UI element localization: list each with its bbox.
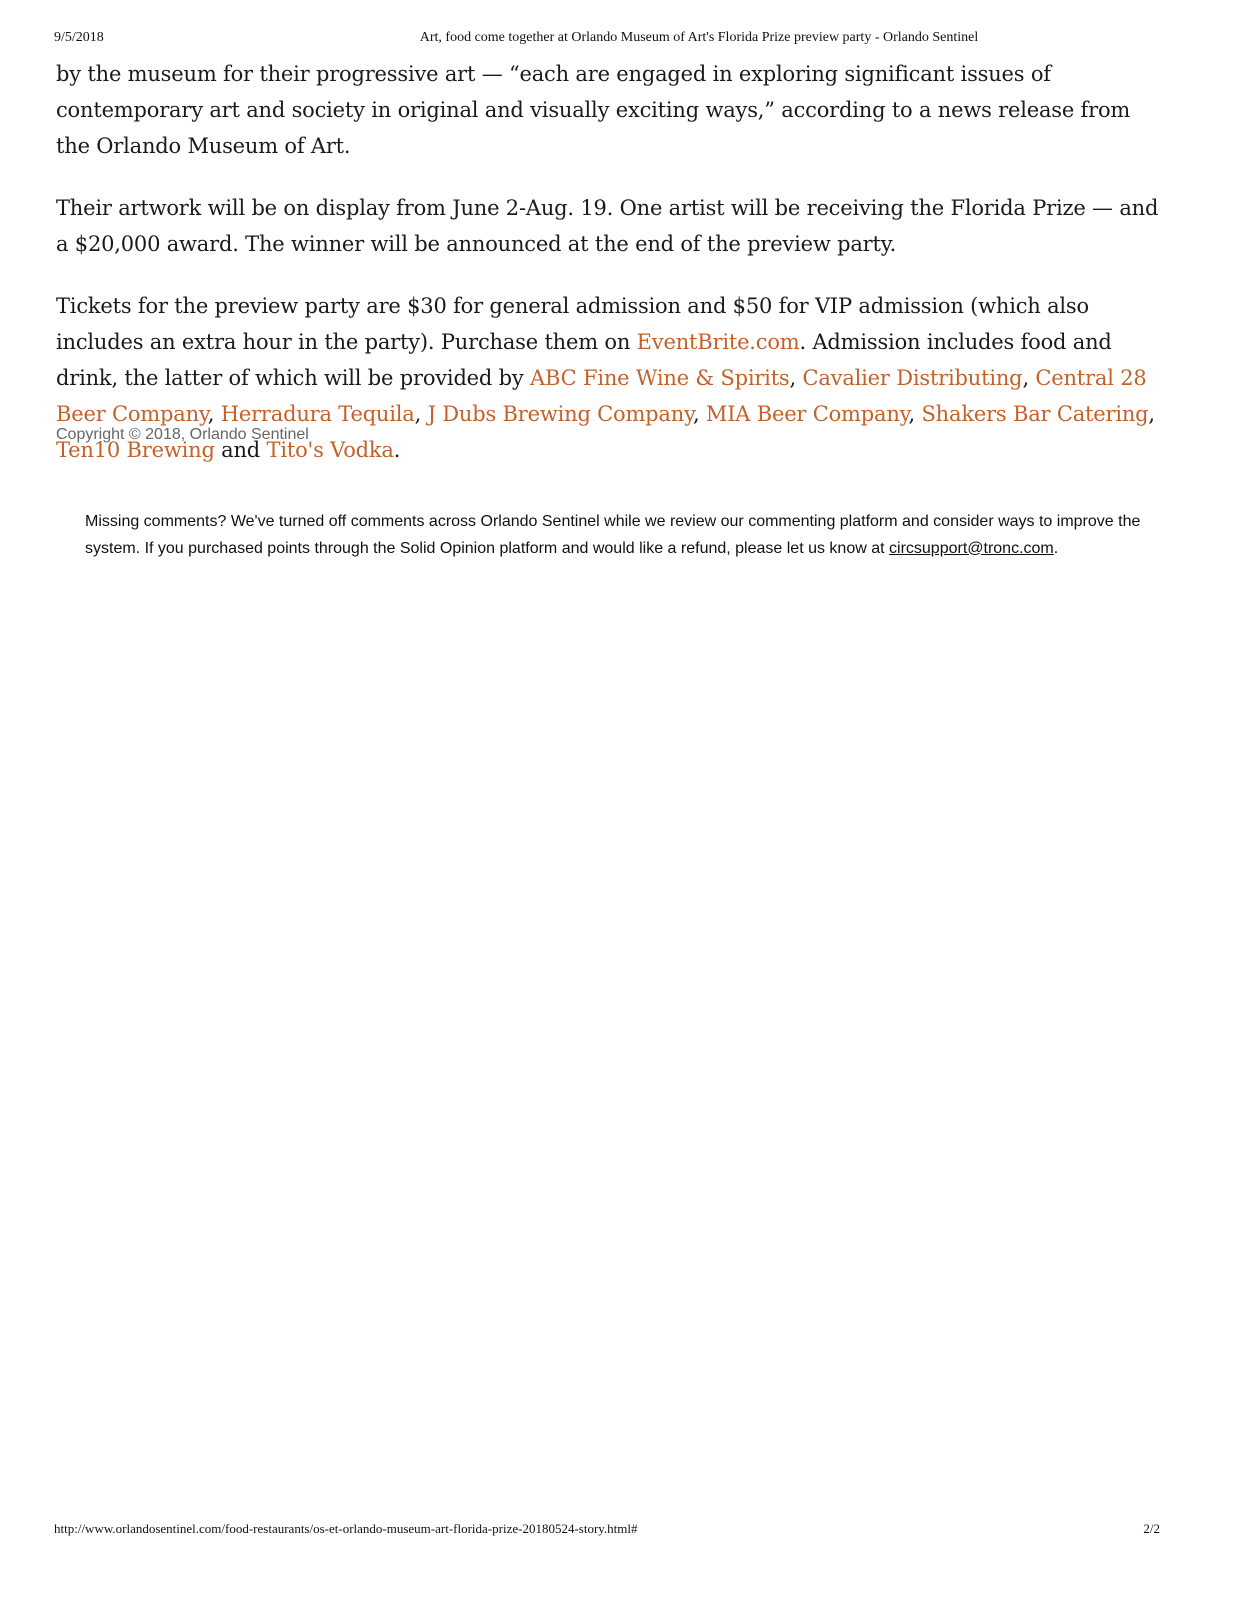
comments-notice-end: .	[1053, 539, 1059, 557]
sponsor-link-central-28-beer[interactable]: Central 28 Beer Company	[56, 366, 1147, 426]
eventbrite-link[interactable]: EventBrite.com	[636, 330, 800, 354]
separator: ,	[1022, 366, 1036, 390]
sponsor-link-titos-vodka[interactable]: Tito's Vodka	[266, 438, 394, 462]
sponsor-link-herradura-tequila[interactable]: Herradura Tequila	[220, 402, 415, 426]
separator: ,	[207, 402, 221, 426]
tickets-intro-text: Tickets for the preview party are $30 for general admission and $50 for VIP admission (which also includes an extra hour in the party). Purchase them on	[56, 294, 1089, 354]
sponsor-link-mia-beer[interactable]: MIA Beer Company	[705, 402, 909, 426]
tickets-mid-text: . Admission includes food and drink, the latter of which will be provided by	[56, 330, 1112, 390]
and-text: and	[214, 438, 267, 462]
article-paragraph: Their artwork will be on display from June 2-Aug. 19. One artist will be receiving the Florida Prize — and a $20,000 award. The winner will be announced at the end of the preview party.	[56, 196, 1159, 256]
print-url: http://www.orlandosentinel.com/food-restaurants/os-et-orlando-museum-art-florida-prize-20180524-story.html#	[54, 1521, 638, 1536]
sponsor-link-abc-fine-wine[interactable]: ABC Fine Wine & Spirits	[530, 366, 790, 390]
separator: ,	[789, 366, 803, 390]
page-number: 2/2	[1143, 1521, 1160, 1536]
support-email-link[interactable]: circsupport@tronc.com	[889, 539, 1054, 557]
print-page-title: Art, food come together at Orlando Museum of Art's Florida Prize preview party - Orlando Sentinel	[419, 30, 979, 45]
separator: ,	[414, 402, 428, 426]
separator: ,	[692, 402, 706, 426]
sponsor-link-cavalier-distributing[interactable]: Cavalier Distributing	[802, 366, 1023, 390]
print-date: 9/5/2018	[54, 30, 104, 45]
sponsor-link-ten10-brewing[interactable]: Ten10 Brewing	[56, 438, 215, 462]
copyright-notice: Copyright © 2018, Orlando Sentinel	[56, 426, 309, 443]
comments-notice-text: Missing comments? We've turned off comments across Orlando Sentinel while we review our commenting platform and consider ways to improve the system. If you purchased points through the Solid Opinion platform and would like a refund, please let us know at	[85, 513, 1141, 557]
article-paragraph: by the museum for their progressive art — “each are engaged in exploring significant issues of contemporary art and society in original and visually exciting ways,” according to a news release from the Orlando Museum of Art.	[56, 62, 1131, 158]
print-header	[54, 30, 1170, 50]
end-punctuation: .	[393, 438, 401, 462]
separator: ,	[908, 402, 922, 426]
sponsor-link-j-dubs-brewing[interactable]: J Dubs Brewing Company	[427, 402, 693, 426]
print-footer	[54, 1521, 1160, 1541]
separator: ,	[1148, 402, 1155, 426]
comments-notice	[85, 509, 1145, 562]
sponsor-link-shakers-bar-catering[interactable]: Shakers Bar Catering	[921, 402, 1149, 426]
